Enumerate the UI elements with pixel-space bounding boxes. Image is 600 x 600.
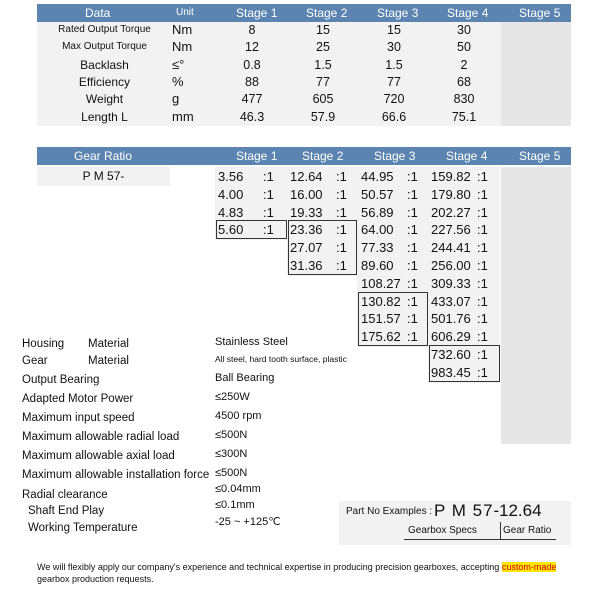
stage5-column-shade <box>501 20 571 126</box>
stage4-ratio-value: 732.60 <box>431 347 471 362</box>
ratio-suffix: :1 <box>407 240 418 256</box>
ratio-suffix: :1 <box>263 222 274 238</box>
stage1-ratio-value: 5.60 <box>218 222 244 238</box>
header-gear-ratio: Gear Ratio <box>74 149 133 163</box>
spec-row-label: Max Output Torque <box>62 41 147 53</box>
spec-row-unit: ≤° <box>172 56 185 72</box>
spec-row-unit: g <box>172 91 180 107</box>
stage4-ratio-value: 256.00 <box>431 258 471 273</box>
stage4-ratio-value: 244.41 <box>431 240 471 256</box>
spec-table-header <box>37 4 571 22</box>
spec-value-stage-2: 77 <box>316 74 330 89</box>
stage3-ratio-value: 175.62 <box>361 329 401 345</box>
spec-value: -25 ~ +125℃ <box>215 516 281 528</box>
ratio-suffix: :1 <box>407 293 418 309</box>
stage2-ratio-value: 16.00 <box>290 186 323 202</box>
stage3-ratio-value: 64.00 <box>361 222 394 238</box>
spec-value: ≤500N <box>215 429 248 441</box>
spec-value-stage-1: 477 <box>241 92 263 107</box>
part-example-label: Part No Examples : <box>346 506 433 517</box>
spec-row-unit: Nm <box>172 22 193 37</box>
ratio-header-stage-1: Stage 1 <box>236 149 278 163</box>
stage2-ratio-value: 31.36 <box>290 258 323 273</box>
spec-label: Output Bearing <box>22 374 100 386</box>
spec-value-stage-4: 30 <box>457 23 471 37</box>
footer-note <box>37 561 577 585</box>
stage4-ratio-value: 501.76 <box>431 311 471 327</box>
spec-value-stage-1: 8 <box>248 23 256 37</box>
header-unit: Unit <box>176 7 194 18</box>
header-stage-3: Stage 3 <box>377 6 419 20</box>
ratio-suffix: :1 <box>336 169 347 184</box>
spec-label: Shaft End Play <box>28 505 105 517</box>
header-stage-5: Stage 5 <box>519 6 561 20</box>
ratio-suffix: :1 <box>477 347 488 362</box>
stage1-ratio-value: 3.56 <box>218 169 244 184</box>
ratio-suffix: :1 <box>263 204 274 220</box>
stage4-ratio-value: 309.33 <box>431 275 471 291</box>
spec-row-label: Length L <box>81 109 128 124</box>
header-stage-4: Stage 4 <box>447 6 489 20</box>
ratio-suffix: :1 <box>477 329 488 345</box>
ratio-header-stage-5: Stage 5 <box>519 149 561 163</box>
ratio-suffix: :1 <box>477 240 488 256</box>
ratio-suffix: :1 <box>263 186 274 202</box>
spec-value-stage-1: 88 <box>245 74 259 89</box>
stage2-ratio-value: 27.07 <box>290 240 323 256</box>
header-stage-2: Stage 2 <box>306 6 348 20</box>
stage3-ratio-value: 56.89 <box>361 204 394 220</box>
ratio-header-stage-3: Stage 3 <box>374 149 416 163</box>
ratio-suffix: :1 <box>477 169 488 184</box>
ratio-suffix: :1 <box>407 204 418 220</box>
ratio-suffix: :1 <box>477 311 488 327</box>
gear-ratio-label: Gear Ratio <box>503 525 552 536</box>
spec-row-label: Weight <box>85 92 124 107</box>
model-label: P M 57- <box>82 169 125 183</box>
spec-sublabel: Material <box>88 355 129 367</box>
ratio-suffix: :1 <box>407 275 418 291</box>
ratio-suffix: :1 <box>336 258 347 273</box>
spec-value-stage-2: 57.9 <box>310 109 336 124</box>
spec-value: Stainless Steel <box>215 336 288 348</box>
stage2-ratio-value: 12.64 <box>290 169 323 184</box>
footer-text: We will flexibly apply our company's experience and technical expertise in producing precision gearboxes, accepting <box>37 562 502 572</box>
spec-value: 4500 rpm <box>215 410 262 422</box>
spec-row-unit: mm <box>172 108 194 124</box>
spec-label: Housing <box>22 338 65 350</box>
stage3-ratio-value: 77.33 <box>361 240 394 256</box>
spec-value: Ball Bearing <box>215 372 275 384</box>
spec-value-stage-2: 25 <box>316 40 330 55</box>
spec-value: ≤500N <box>215 467 248 479</box>
stage4-ratio-value: 983.45 <box>431 364 471 380</box>
stage3-ratio-value: 89.60 <box>361 258 394 273</box>
spec-value-stage-2: 605 <box>312 92 334 107</box>
spec-value-stage-4: 2 <box>460 57 468 72</box>
spec-label: Maximum allowable radial load <box>22 431 180 443</box>
spec-label: Radial clearance <box>22 489 108 501</box>
ratio-suffix: :1 <box>407 222 418 238</box>
stage4-ratio-value: 606.29 <box>431 329 471 345</box>
ratio-suffix: :1 <box>407 258 418 273</box>
footer-text-2: gearbox production requests. <box>37 574 154 584</box>
spec-value-stage-3: 15 <box>387 23 401 37</box>
part-example-model: P M 57- <box>434 501 501 520</box>
spec-row-label: Rated Output Torque <box>58 24 151 35</box>
ratio-header-stage-2: Stage 2 <box>302 149 344 163</box>
spec-value: ≤250W <box>215 391 250 403</box>
ratio-table-header <box>37 147 571 165</box>
spec-label: Maximum allowable axial load <box>22 450 175 462</box>
stage4-ratio-value: 179.80 <box>431 186 471 202</box>
ratio-suffix: :1 <box>477 222 488 238</box>
stage3-ratio-value: 108.27 <box>361 275 401 291</box>
stage4-ratio-value: 227.56 <box>431 222 471 238</box>
ratio-suffix: :1 <box>477 204 488 220</box>
stage3-ratio-value: 151.57 <box>361 311 401 327</box>
stage2-ratio-value: 23.36 <box>290 222 323 238</box>
spec-value: ≤300N <box>215 448 248 460</box>
stage1-ratio-value: 4.00 <box>218 186 244 202</box>
ratio-suffix: :1 <box>407 329 418 345</box>
spec-value-stage-3: 66.6 <box>381 109 407 124</box>
footer-highlight: custom-made <box>501 562 557 572</box>
spec-value-stage-2: 15 <box>316 23 330 37</box>
spec-value-stage-4: 75.1 <box>451 109 477 124</box>
ratio-suffix: :1 <box>336 222 347 238</box>
ratio-suffix: :1 <box>477 275 488 291</box>
ratio-suffix: :1 <box>263 169 274 184</box>
ratio-suffix: :1 <box>336 204 347 220</box>
spec-value-stage-3: 1.5 <box>385 57 403 72</box>
gearbox-specs-label: Gearbox Specs <box>408 525 477 536</box>
spec-row-unit: % <box>172 73 184 89</box>
spec-label: Adapted Motor Power <box>22 393 134 405</box>
spec-label: Maximum allowable installation force <box>22 469 210 481</box>
ratio-suffix: :1 <box>477 364 488 380</box>
spec-value-stage-4: 68 <box>457 74 471 89</box>
ratio-suffix: :1 <box>336 240 347 256</box>
ratio-suffix: :1 <box>477 186 488 202</box>
spec-value: ≤0.1mm <box>215 499 255 511</box>
spec-value-stage-3: 720 <box>383 92 405 107</box>
spec-sublabel: Material <box>88 338 129 350</box>
stage3-ratio-value: 50.57 <box>361 186 394 202</box>
part-example-ratio: 12.64 <box>499 501 542 520</box>
spec-value-stage-2: 1.5 <box>314 57 332 72</box>
spec-value: ≤0.04mm <box>215 483 261 495</box>
ratio-suffix: :1 <box>336 186 347 202</box>
ratio-header-stage-4: Stage 4 <box>446 149 488 163</box>
ratio-suffix: :1 <box>407 186 418 202</box>
spec-row-unit: Nm <box>172 39 193 55</box>
stage4-ratio-value: 433.07 <box>431 293 471 309</box>
ratio-suffix: :1 <box>407 169 418 184</box>
spec-label: Maximum input speed <box>22 412 135 424</box>
ratio-suffix: :1 <box>477 293 488 309</box>
header-data: Data <box>85 6 111 20</box>
ratio-suffix: :1 <box>477 258 488 273</box>
spec-value-stage-4: 830 <box>453 92 475 107</box>
spec-value-stage-1: 0.8 <box>243 57 261 72</box>
spec-label: Gear <box>22 355 48 367</box>
spec-label: Working Temperature <box>28 522 138 534</box>
spec-value-stage-3: 77 <box>387 74 401 89</box>
spec-row-label: Backlash <box>80 57 129 72</box>
stage5-ratio-shade <box>501 167 571 444</box>
stage4-ratio-value: 202.27 <box>431 204 471 220</box>
stage1-ratio-value: 4.83 <box>218 204 244 220</box>
spec-value-stage-1: 46.3 <box>239 109 265 124</box>
stage2-ratio-value: 19.33 <box>290 204 323 220</box>
ratio-suffix: :1 <box>407 311 418 327</box>
spec-row-label: Efficiency <box>78 74 131 89</box>
header-stage-1: Stage 1 <box>236 6 278 20</box>
spec-value-stage-3: 30 <box>387 40 401 55</box>
stage3-ratio-value: 44.95 <box>361 169 394 184</box>
spec-value: All steel, hard tooth surface, plastic <box>215 354 347 364</box>
spec-value-stage-4: 50 <box>457 40 471 55</box>
stage3-ratio-value: 130.82 <box>361 293 401 309</box>
stage4-ratio-value: 159.82 <box>431 169 471 184</box>
spec-value-stage-1: 12 <box>245 40 259 55</box>
